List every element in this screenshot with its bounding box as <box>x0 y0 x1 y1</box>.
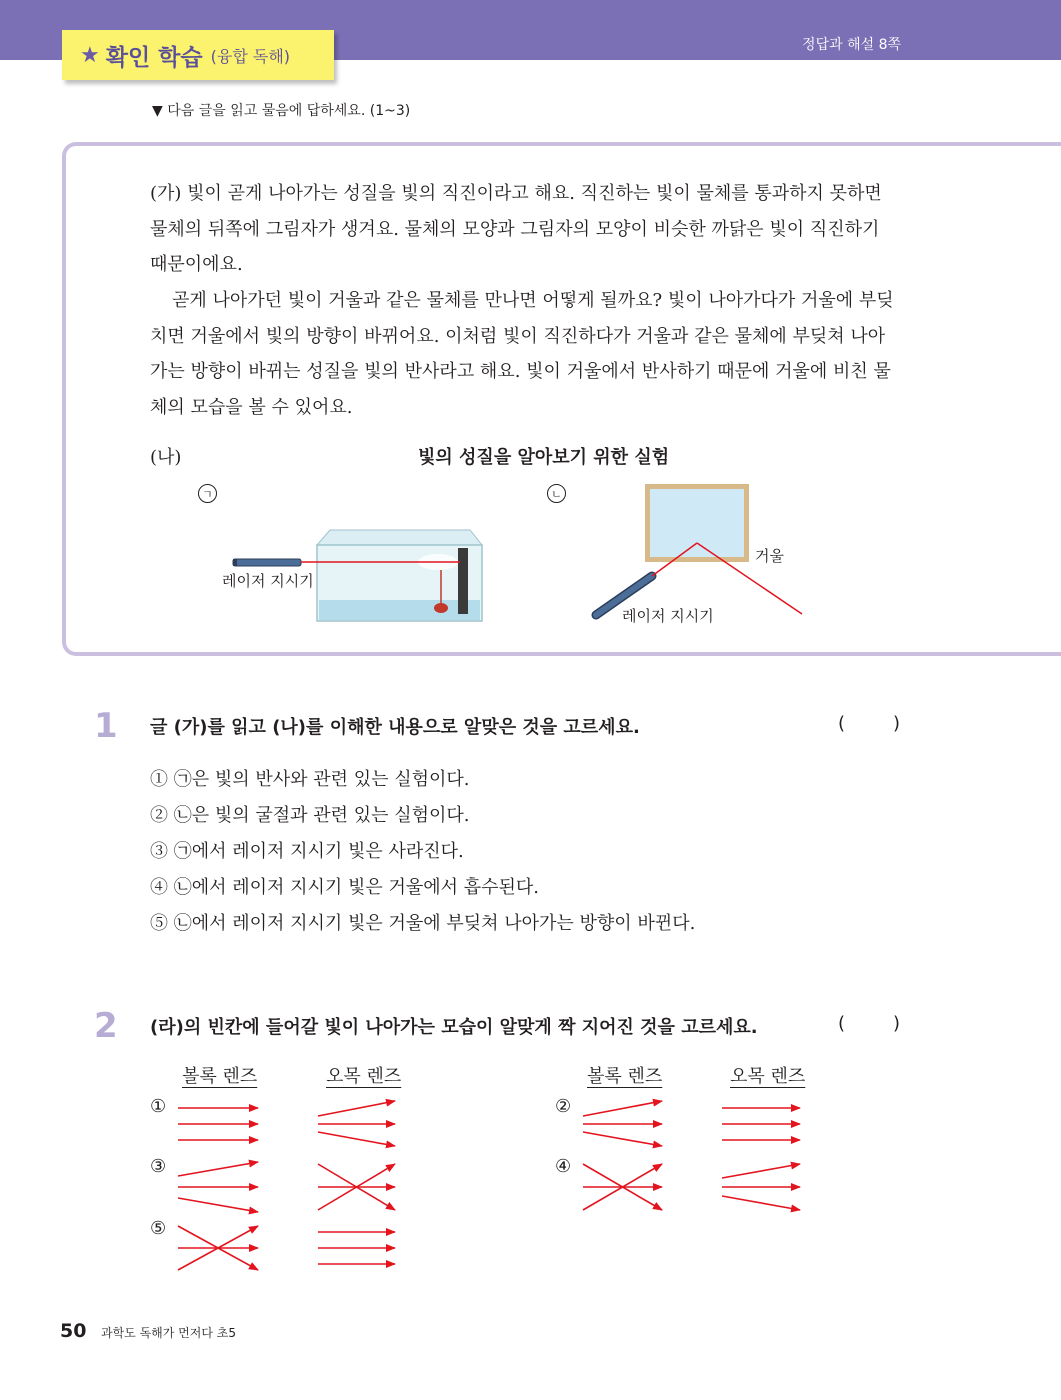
q1-choice-3[interactable]: ③ ㉠에서 레이저 지시기 빛은 사라진다. <box>150 841 464 862</box>
option-1-convex-rays <box>178 1108 258 1140</box>
option-5-convex-rays <box>178 1226 258 1270</box>
passage-paragraph-2: 곧게 나아가던 빛이 거울과 같은 물체를 만나면 어떻게 될까요? 빛이 나아가다가 거울에 부딪치면 거울에서 빛의 방향이 바뀌어요. 이처럼 빛이 직진하다가 거울과 같은 물체에 부딪쳐 나아가는 방향이 바뀌는 성질을 빛의 반사라고 해요. 빛이 거울에서 반사하기 때문에 거울에 비친 물체의 모습을 볼 수 있어요. <box>150 290 894 418</box>
figure-b-marker: ㄴ <box>547 484 566 503</box>
option-3-concave-rays <box>318 1164 395 1210</box>
instruction: ▼ 다음 글을 읽고 물음에 답하세요. (1~3) <box>152 103 411 119</box>
question-1-text: 글 (가)를 읽고 (나)를 이해한 내용으로 알맞은 것을 고르세요. <box>150 717 640 738</box>
mirror-label: 거울 <box>755 547 784 565</box>
q1-choice-1[interactable]: ① ㉠은 빛의 반사와 관련 있는 실험이다. <box>150 769 470 790</box>
q1-choice-5[interactable]: ⑤ ㉡에서 레이저 지시기 빛은 거울에 부딪쳐 나아가는 방향이 바뀐다. <box>150 913 696 934</box>
section-subtitle: (융합 독해) <box>210 46 291 66</box>
paren-close: ) <box>892 1013 900 1034</box>
question-2-number: 2 <box>94 1006 118 1046</box>
q2-option-3-label[interactable]: ③ <box>150 1156 167 1177</box>
passage-paragraph-1: (가) 빛이 곧게 나아가는 성질을 빛의 직진이라고 해요. 직진하는 빛이 물체를 통과하지 못하면 물체의 뒤쪽에 그림자가 생겨요. 물체의 모양과 그림자의 모양이 비슷한 까닭은 빛이 직진하기 때문이에요. <box>150 183 882 275</box>
laser-label-a: 레이저 지시기 <box>222 572 314 590</box>
figure-title: 빛의 성질을 알아보기 위한 실험 <box>418 447 670 468</box>
concave-lens-header-left: 오목 렌즈 <box>326 1066 402 1087</box>
paren-open: ( <box>838 1013 846 1034</box>
option-4-convex-rays <box>583 1164 662 1210</box>
star-icon: ★ <box>80 42 100 68</box>
book-title: 과학도 독해가 먼저다 초5 <box>101 1326 236 1340</box>
paren-close: ) <box>892 713 900 734</box>
option-1-concave-rays <box>318 1101 395 1146</box>
q1-choice-4[interactable]: ④ ㉡에서 레이저 지시기 빛은 거울에서 흡수된다. <box>150 877 540 898</box>
paren-open: ( <box>838 713 846 734</box>
answer-reference: 정답과 해설 8쪽 <box>802 37 901 53</box>
option-2-convex-rays <box>583 1101 662 1146</box>
option-2-concave-rays <box>722 1108 800 1140</box>
figure-section-label: (나) <box>150 447 182 468</box>
question-2-text: (라)의 빈칸에 들어갈 빛이 나아가는 모습이 알맞게 짝 지어진 것을 고르세요. <box>150 1017 758 1038</box>
question-1-number: 1 <box>94 706 118 746</box>
option-4-concave-rays <box>722 1164 800 1210</box>
option-3-convex-rays <box>178 1162 258 1212</box>
q1-choice-2[interactable]: ② ㉡은 빛의 굴절과 관련 있는 실험이다. <box>150 805 470 826</box>
figure-a-marker: ㄱ <box>198 484 217 503</box>
convex-lens-header-left: 볼록 렌즈 <box>182 1066 258 1087</box>
option-5-concave-rays <box>318 1232 395 1264</box>
concave-lens-header-right: 오목 렌즈 <box>730 1066 806 1087</box>
laser-label-b: 레이저 지시기 <box>622 607 714 625</box>
section-title: 확인 학습 <box>105 44 203 71</box>
q2-option-5-label[interactable]: ⑤ <box>150 1218 167 1239</box>
page-number: 50 <box>60 1320 87 1342</box>
q2-option-4-label[interactable]: ④ <box>555 1156 572 1177</box>
q2-option-2-label[interactable]: ② <box>555 1096 572 1117</box>
convex-lens-header-right: 볼록 렌즈 <box>587 1066 663 1087</box>
q2-option-1-label[interactable]: ① <box>150 1096 167 1117</box>
